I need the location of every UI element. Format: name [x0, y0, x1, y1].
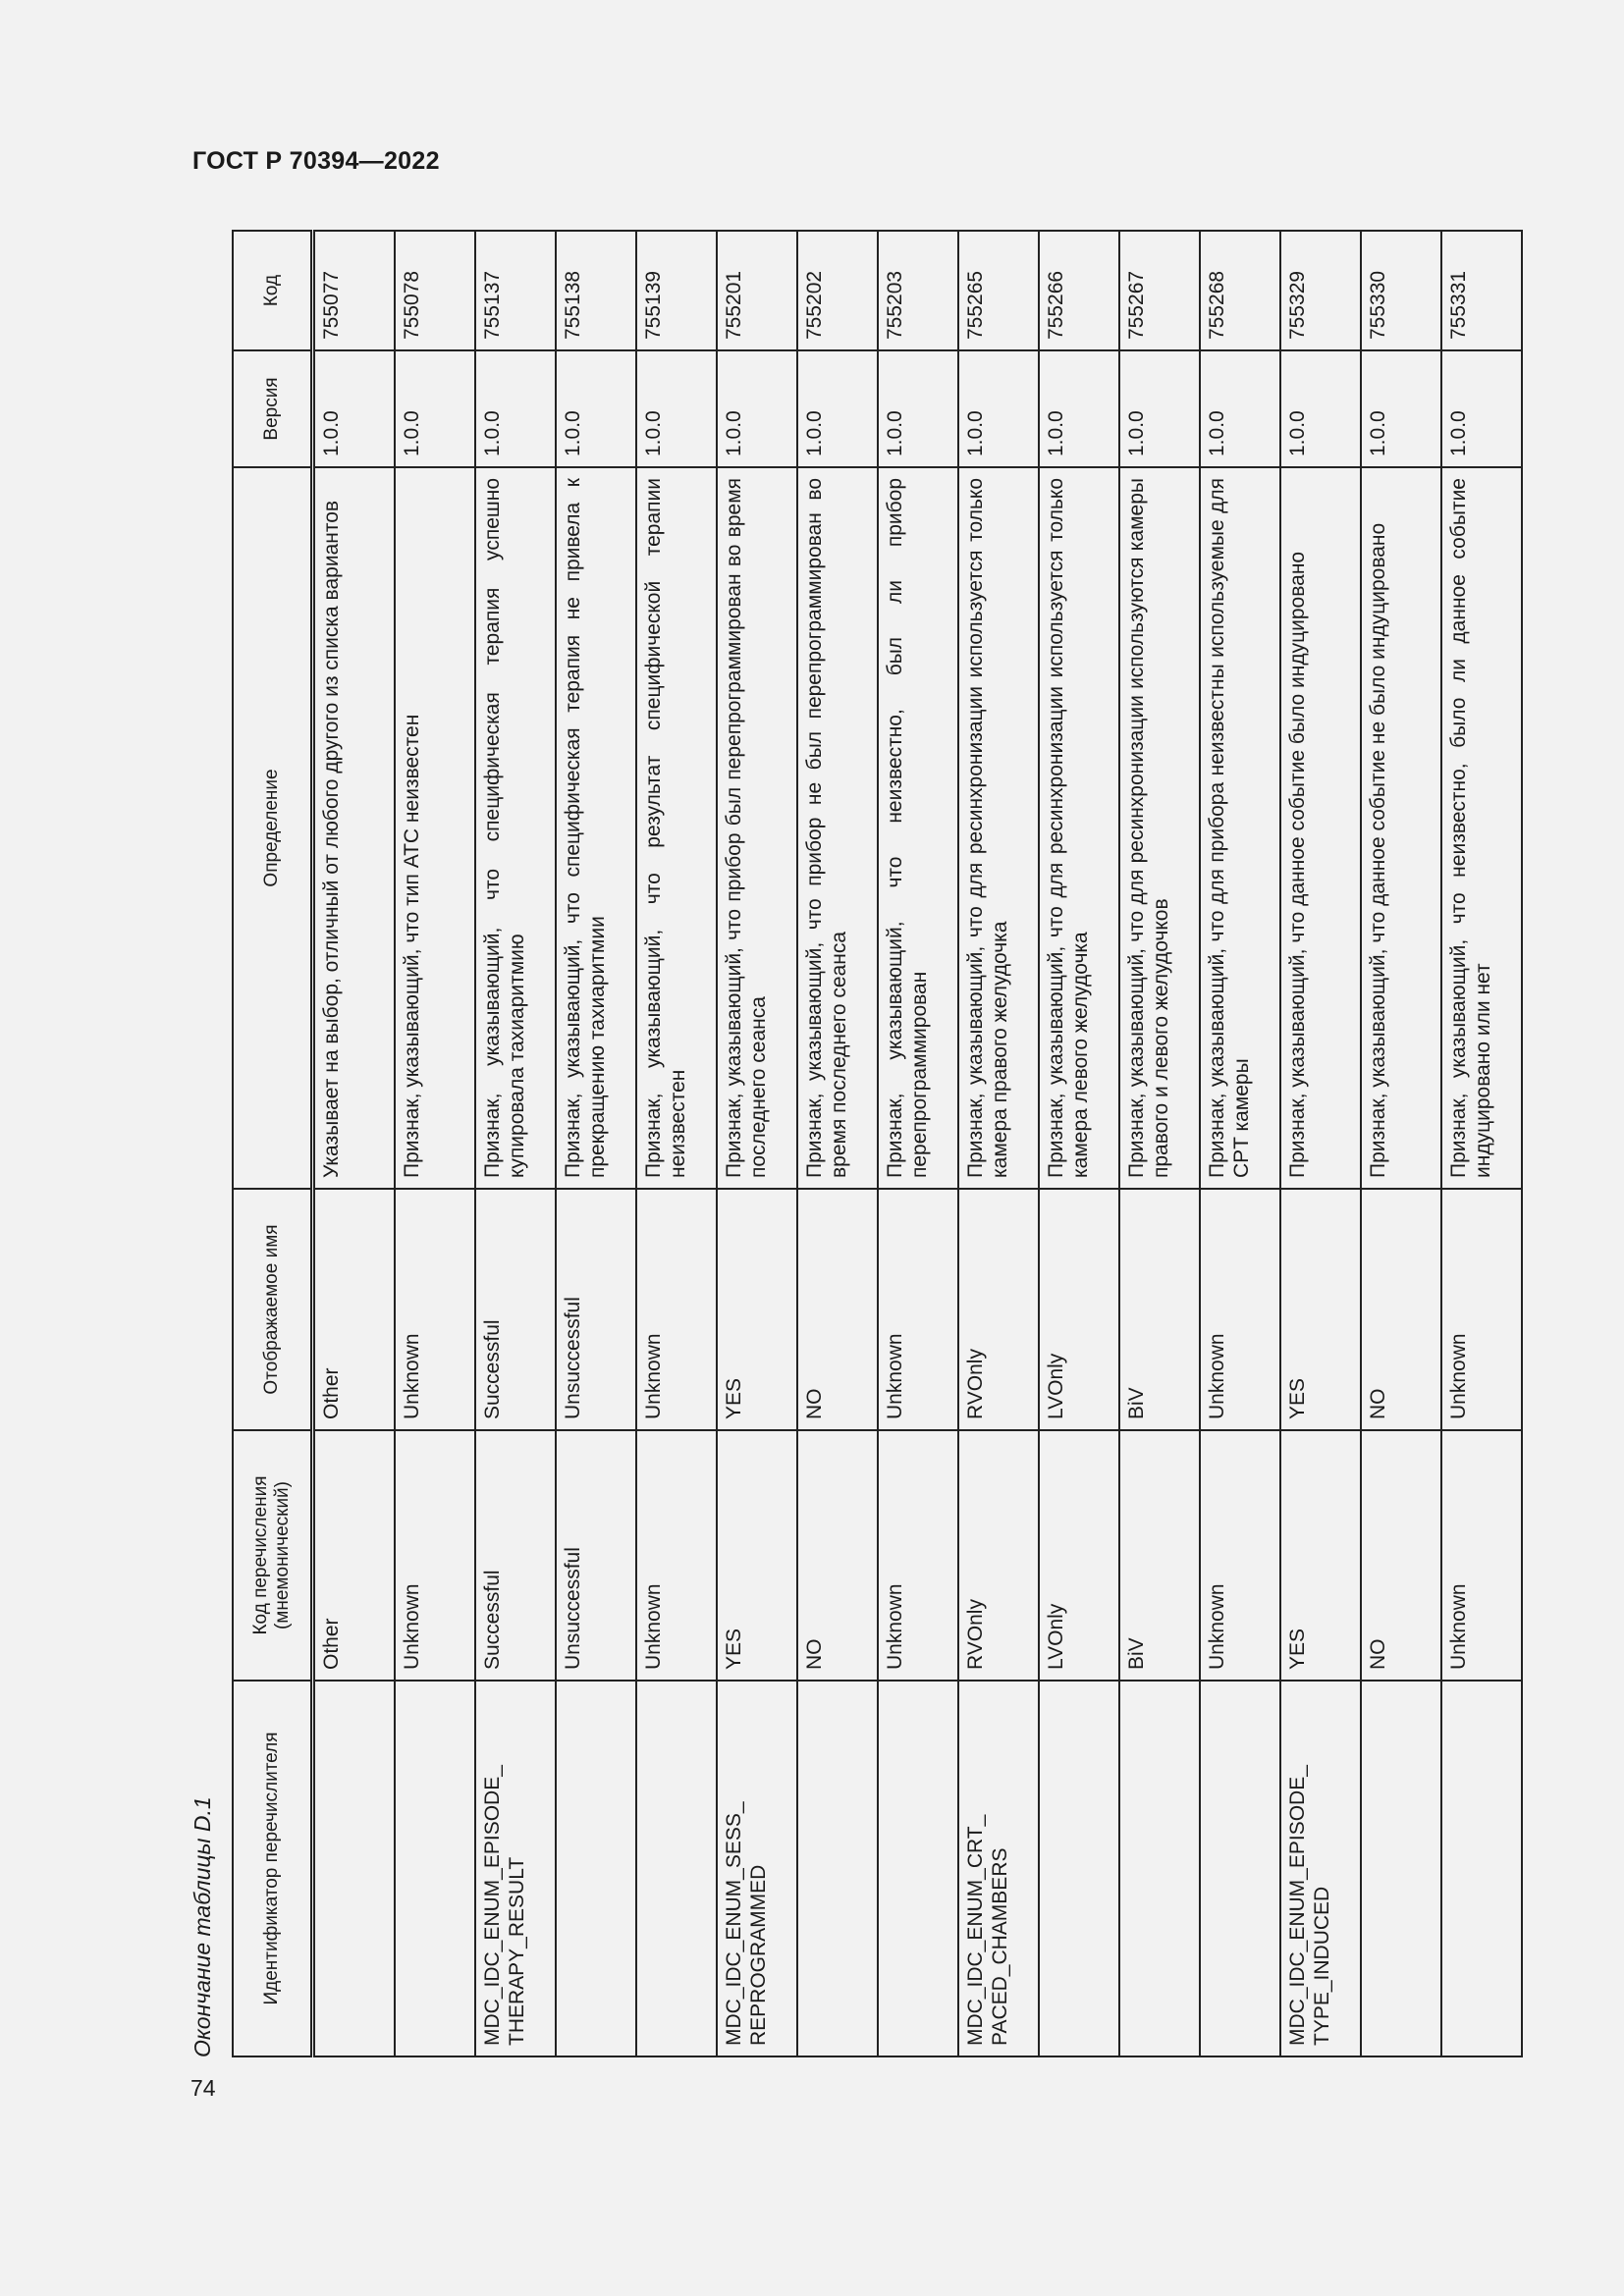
column-header-code: Код: [233, 231, 313, 350]
cell-identifier: [1200, 1681, 1280, 2056]
cell-definition: Признак, указывающий, что прибор не был перепрограммирован во время последнего сеанса: [797, 467, 878, 1189]
cell-version: 1.0.0: [1361, 350, 1441, 467]
cell-code: 755268: [1200, 231, 1280, 350]
cell-mnemonic: NO: [797, 1430, 878, 1681]
cell-code: 755331: [1441, 231, 1522, 350]
cell-version: 1.0.0: [395, 350, 475, 467]
cell-version: 1.0.0: [475, 350, 556, 467]
column-header-mnemonic: Код перечисления (мнемонический): [233, 1430, 313, 1681]
table-row: [1280, 231, 1361, 2056]
cell-display-name: Successful: [475, 1189, 556, 1430]
cell-code: 755139: [636, 231, 717, 350]
cell-code: 755137: [475, 231, 556, 350]
cell-code: 755138: [556, 231, 636, 350]
cell-version: 1.0.0: [1119, 350, 1200, 467]
table-header-row: [233, 231, 313, 2056]
cell-display-name: YES: [717, 1189, 797, 1430]
cell-mnemonic: Unknown: [636, 1430, 717, 1681]
table-row: [313, 231, 396, 2056]
table-row: [475, 231, 556, 2056]
cell-version: 1.0.0: [313, 350, 396, 467]
cell-mnemonic: Other: [313, 1430, 396, 1681]
cell-definition: Признак, указывающий, что результат специфической терапии неизвестен: [636, 467, 717, 1189]
cell-definition: Признак, указывающий, что для прибора неизвестны используемые для CPT камеры: [1200, 467, 1280, 1189]
cell-display-name: Other: [313, 1189, 396, 1430]
cell-definition: Признак, указывающий, что неизвестно, было ли данное событие индуцировано или нет: [1441, 467, 1522, 1189]
cell-code: 755267: [1119, 231, 1200, 350]
column-header-version: Версия: [233, 350, 313, 467]
cell-mnemonic: Successful: [475, 1430, 556, 1681]
cell-version: 1.0.0: [1039, 350, 1119, 467]
cell-display-name: Unknown: [395, 1189, 475, 1430]
cell-mnemonic: Unknown: [395, 1430, 475, 1681]
cell-identifier: MDC_IDC_ENUM_CRT_ PACED_CHAMBERS: [958, 1681, 1039, 2056]
cell-mnemonic: BiV: [1119, 1430, 1200, 1681]
cell-version: 1.0.0: [717, 350, 797, 467]
cell-display-name: Unknown: [1200, 1189, 1280, 1430]
cell-definition: Признак, указывающий, что для ресинхронизации используется только камера правого желудочка: [958, 467, 1039, 1189]
cell-mnemonic: RVOnly: [958, 1430, 1039, 1681]
cell-identifier: MDC_IDC_ENUM_EPISODE_ TYPE_INDUCED: [1280, 1681, 1361, 2056]
cell-version: 1.0.0: [878, 350, 958, 467]
table-row: [1361, 231, 1441, 2056]
table-row: [636, 231, 717, 2056]
cell-identifier: [797, 1681, 878, 2056]
cell-definition: Признак, указывающий, что прибор был перепрограммирован во время последнего сеанса: [717, 467, 797, 1189]
cell-identifier: [313, 1681, 396, 2056]
cell-display-name: LVOnly: [1039, 1189, 1119, 1430]
cell-mnemonic: LVOnly: [1039, 1430, 1119, 1681]
cell-display-name: Unknown: [878, 1189, 958, 1430]
cell-identifier: [1039, 1681, 1119, 2056]
cell-code: 755078: [395, 231, 475, 350]
table-row: [717, 231, 797, 2056]
cell-definition: Признак, указывающий, что данное событие не было индуцировано: [1361, 467, 1441, 1189]
cell-definition: Признак, указывающий, что специфическая терапия не привела к прекращению тахиаритмии: [556, 467, 636, 1189]
enumeration-table: [232, 230, 1523, 2057]
table-row: [878, 231, 958, 2056]
cell-identifier: [1441, 1681, 1522, 2056]
cell-identifier: [556, 1681, 636, 2056]
table-row: [797, 231, 878, 2056]
cell-code: 755266: [1039, 231, 1119, 350]
cell-code: 755203: [878, 231, 958, 350]
cell-version: 1.0.0: [556, 350, 636, 467]
table-row: [395, 231, 475, 2056]
cell-identifier: MDC_IDC_ENUM_SESS_ REPROGRAMMED: [717, 1681, 797, 2056]
cell-definition: Признак, указывающий, что для ресинхронизации используется только камера левого желудочка: [1039, 467, 1119, 1189]
table-row: [556, 231, 636, 2056]
cell-mnemonic: YES: [1280, 1430, 1361, 1681]
cell-display-name: NO: [1361, 1189, 1441, 1430]
cell-display-name: Unknown: [636, 1189, 717, 1430]
column-header-identifier: Идентификатор перечислителя: [233, 1681, 313, 2056]
cell-definition: Признак, указывающий, что данное событие было индуцировано: [1280, 467, 1361, 1189]
cell-version: 1.0.0: [1441, 350, 1522, 467]
cell-version: 1.0.0: [636, 350, 717, 467]
cell-code: 755201: [717, 231, 797, 350]
cell-display-name: RVOnly: [958, 1189, 1039, 1430]
table-row: [1119, 231, 1200, 2056]
cell-definition: Признак, указывающий, что тип АТС неизвестен: [395, 467, 475, 1189]
table-row: [958, 231, 1039, 2056]
cell-definition: Указывает на выбор, отличный от любого другого из списка вариантов: [313, 467, 396, 1189]
cell-definition: Признак, указывающий, что специфическая терапия успешно купировала тахиаритмию: [475, 467, 556, 1189]
cell-mnemonic: Unsuccessful: [556, 1430, 636, 1681]
cell-code: 755202: [797, 231, 878, 350]
table-caption: Окончание таблицы D.1: [189, 1796, 215, 2057]
cell-identifier: [1119, 1681, 1200, 2056]
cell-code: 755265: [958, 231, 1039, 350]
table-row: [1441, 231, 1522, 2056]
cell-mnemonic: Unknown: [1200, 1430, 1280, 1681]
cell-identifier: [1361, 1681, 1441, 2056]
cell-mnemonic: Unknown: [1441, 1430, 1522, 1681]
cell-display-name: BiV: [1119, 1189, 1200, 1430]
cell-display-name: YES: [1280, 1189, 1361, 1430]
column-header-definition: Определение: [233, 467, 313, 1189]
table-row: [1200, 231, 1280, 2056]
cell-mnemonic: Unknown: [878, 1430, 958, 1681]
cell-identifier: [395, 1681, 475, 2056]
cell-display-name: Unknown: [1441, 1189, 1522, 1430]
table-body: [313, 231, 1523, 2056]
cell-display-name: NO: [797, 1189, 878, 1430]
table-row: [1039, 231, 1119, 2056]
cell-identifier: [636, 1681, 717, 2056]
cell-mnemonic: NO: [1361, 1430, 1441, 1681]
cell-identifier: [878, 1681, 958, 2056]
cell-version: 1.0.0: [1200, 350, 1280, 467]
page-number: 74: [190, 2075, 216, 2101]
cell-mnemonic: YES: [717, 1430, 797, 1681]
cell-code: 755330: [1361, 231, 1441, 350]
cell-version: 1.0.0: [1280, 350, 1361, 467]
cell-version: 1.0.0: [958, 350, 1039, 467]
column-header-display-name: Отображаемое имя: [233, 1189, 313, 1430]
cell-code: 755329: [1280, 231, 1361, 350]
cell-identifier: MDC_IDC_ENUM_EPISODE_ THERAPY_RESULT: [475, 1681, 556, 2056]
cell-display-name: Unsuccessful: [556, 1189, 636, 1430]
cell-version: 1.0.0: [797, 350, 878, 467]
cell-definition: Признак, указывающий, что неизвестно, был ли прибор перепрограммирован: [878, 467, 958, 1189]
cell-code: 755077: [313, 231, 396, 350]
rotated-table-container: [232, 232, 1494, 2057]
cell-definition: Признак, указывающий, что для ресинхронизации используются камеры правого и левого желудочков: [1119, 467, 1200, 1189]
document-header: ГОСТ Р 70394—2022: [192, 147, 440, 175]
